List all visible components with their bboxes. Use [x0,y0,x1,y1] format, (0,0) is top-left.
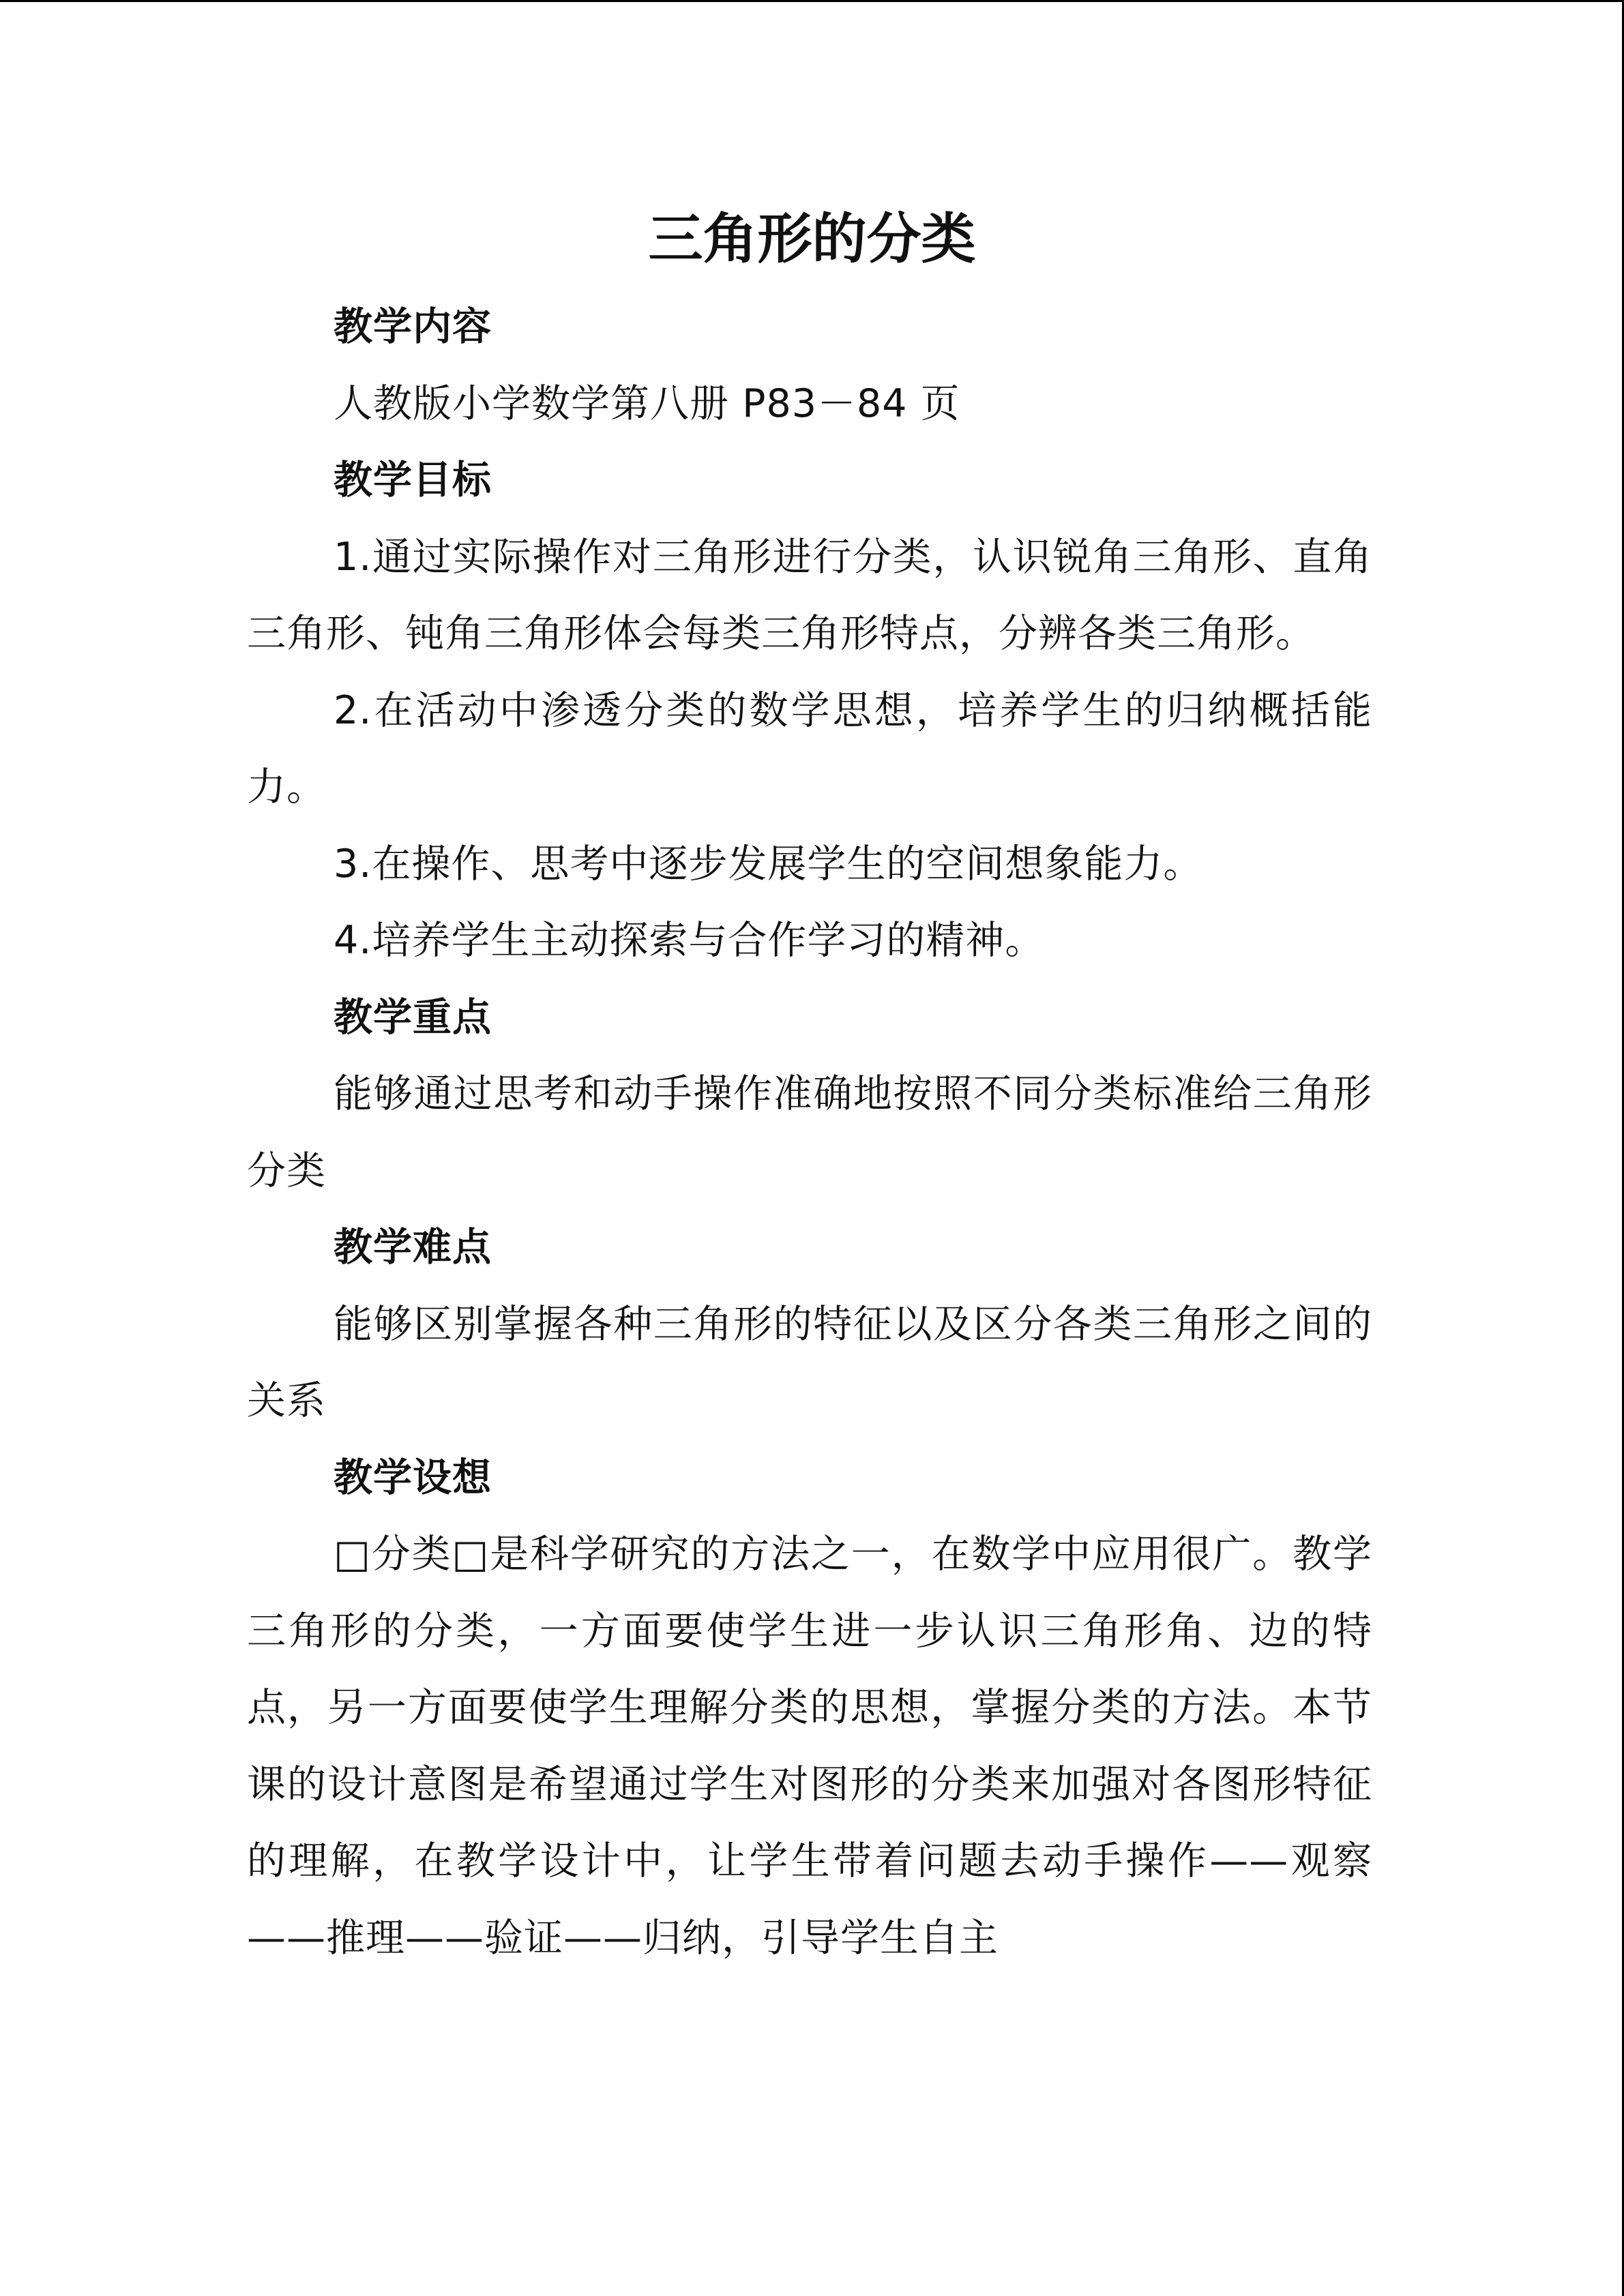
section-heading-teaching-objectives: 教学目标 [334,458,492,503]
paragraph-key-points: 能够通过思考和动手操作准确地按照不同分类标准给三角形分类 [247,1071,1372,1193]
paragraph-objective-1: 1.通过实际操作对三角形进行分类，认识锐角三角形、直角三角形、钝角三角形体会每类三角形特点，分辨各类三角形。 [247,534,1372,656]
paragraph-difficulties: 能够区别掌握各种三角形的特征以及区分各类三角形之间的关系 [247,1301,1372,1423]
section-heading-teaching-content: 教学内容 [334,304,492,349]
paragraph-objective-4: 4.培养学生主动探索与合作学习的精神。 [334,918,1045,963]
document-title: 三角形的分类 [648,207,976,271]
section-heading-key-points: 教学重点 [334,994,492,1040]
section-heading-difficulties: 教学难点 [334,1225,492,1270]
section-heading-teaching-design: 教学设想 [334,1455,492,1500]
paragraph-objective-2: 2.在活动中渗透分类的数学思想，培养学生的归纳概括能力。 [247,687,1372,809]
document-body [247,288,1372,1976]
paragraph-textbook-reference: 人教版小学数学第八册 P83－84 页 [334,381,960,426]
paragraph-objective-3: 3.在操作、思考中逐步发展学生的空间想象能力。 [334,841,1203,886]
paragraph-teaching-design: □分类□是科学研究的方法之一，在数学中应用很广。教学三角形的分类，一方面要使学生进一步认识三角形角、边的特点，另一方面要使学生理解分类的思想，掌握分类的方法。本节课的设计意图是希望通过学生对图形的分类来加强对各图形特征的理解，在教学设计中，让学生带着问题去动手操作——观察——推理——验证——归纳，引导学生自主 [247,1532,1372,1960]
